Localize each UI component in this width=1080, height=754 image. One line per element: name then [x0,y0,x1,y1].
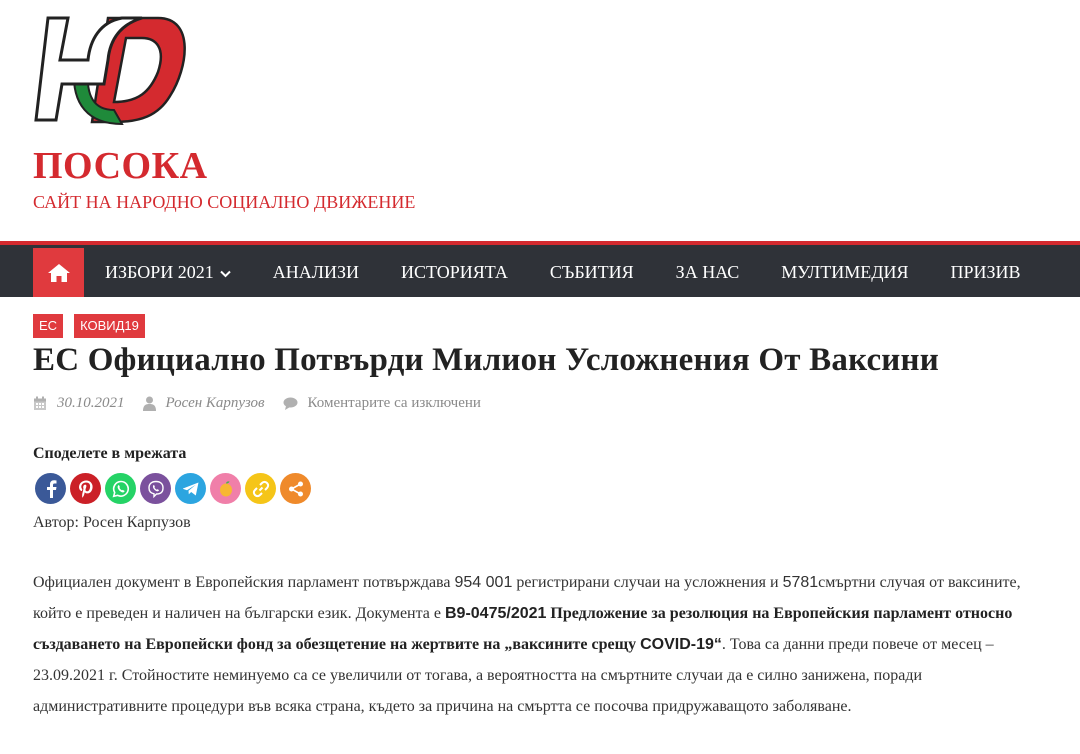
text-segment: 5781 [782,574,819,591]
home-icon [47,263,71,283]
text-segment: Предложение за резолюция на Европейския парламент относно създаването на Европейски фонд за обезщетение на жертвите на „ваксините срещу [33,605,1013,653]
site-logo[interactable] [30,8,190,130]
article-body [33,567,1048,722]
post-categories [33,314,145,338]
copy-link-share-button[interactable] [245,473,276,504]
whatsapp-icon [112,480,130,498]
nav-item-analyses[interactable]: АНАЛИЗИ [272,262,359,282]
link-icon [252,480,270,498]
nav-item-elections[interactable] [84,248,252,297]
facebook-share-button[interactable] [35,473,66,504]
chevron-down-icon [220,262,231,283]
whatsapp-share-button[interactable] [105,473,136,504]
nav-home-button[interactable] [33,248,84,297]
site-description: САЙТ НА НАРОДНО СОЦИАЛНО ДВИЖЕНИЕ [33,192,416,212]
post-author-link[interactable]: Росен Карпузов [165,395,265,411]
nav-item-label: ИЗБОРИ 2021 [105,262,214,282]
text-segment: Официален документ в Европейския парламент потвърждава [33,574,455,591]
post-meta [33,395,499,412]
user-icon [143,396,156,411]
viber-icon [147,480,165,498]
site-title[interactable]: ПОСОКА [33,145,208,187]
comment-icon [283,397,298,410]
share-label: Споделете в мрежата [33,445,187,462]
text-segment: 954 001 [454,574,513,591]
nav-item-appeal[interactable]: ПРИЗИВ [950,262,1021,282]
mango-icon [217,480,235,498]
text-segment: . Това са данни преди повече от месец – 23.09.2021 г. Стойностите неминуемо са се увеличили от тогава, а вероятността на смъртните случаи да е силно занижена, поради административните процедури във всяка страна, където за причина на смъртта се посочва придружаващото заболяване. [33,636,994,715]
nav-item-about[interactable]: ЗА НАС [675,262,740,282]
facebook-icon [44,480,58,498]
mango-share-button[interactable] [210,473,241,504]
text-segment: регистрирани случаи на усложнения и [512,574,783,591]
nd-logo-icon [30,8,190,130]
main-navigation [0,241,1080,297]
telegram-icon [182,481,200,497]
pinterest-share-button[interactable] [70,473,101,504]
post-date[interactable]: 30.10.2021 [57,395,125,411]
article-paragraph [33,567,1048,722]
calendar-icon [33,396,47,411]
share-icon [288,481,304,497]
nav-menu [84,248,1042,297]
category-tag[interactable]: ЕС [33,314,63,338]
viber-share-button[interactable] [140,473,171,504]
more-share-button[interactable] [280,473,311,504]
nav-item-multimedia[interactable]: МУЛТИМЕДИЯ [781,262,909,282]
post-title: ЕС Официално Потвърди Милион Усложнения От Ваксини [33,342,939,378]
category-tag[interactable]: КОВИД19 [74,314,145,338]
nav-item-events[interactable]: СЪБИТИЯ [549,262,634,282]
nav-item-history[interactable]: ИСТОРИЯТА [400,262,508,282]
comments-status: Коментарите са изключени [307,395,481,411]
text-segment: COVID-19“ [640,636,722,653]
share-buttons [35,473,311,504]
telegram-share-button[interactable] [175,473,206,504]
author-line: Автор: Росен Карпузов [33,514,191,531]
text-segment: смъртни случая от ваксините, който е преведен и наличен на български език. Документа е [33,574,1021,622]
document-id: B9-0475/2021 [445,605,547,622]
pinterest-icon [78,480,94,498]
